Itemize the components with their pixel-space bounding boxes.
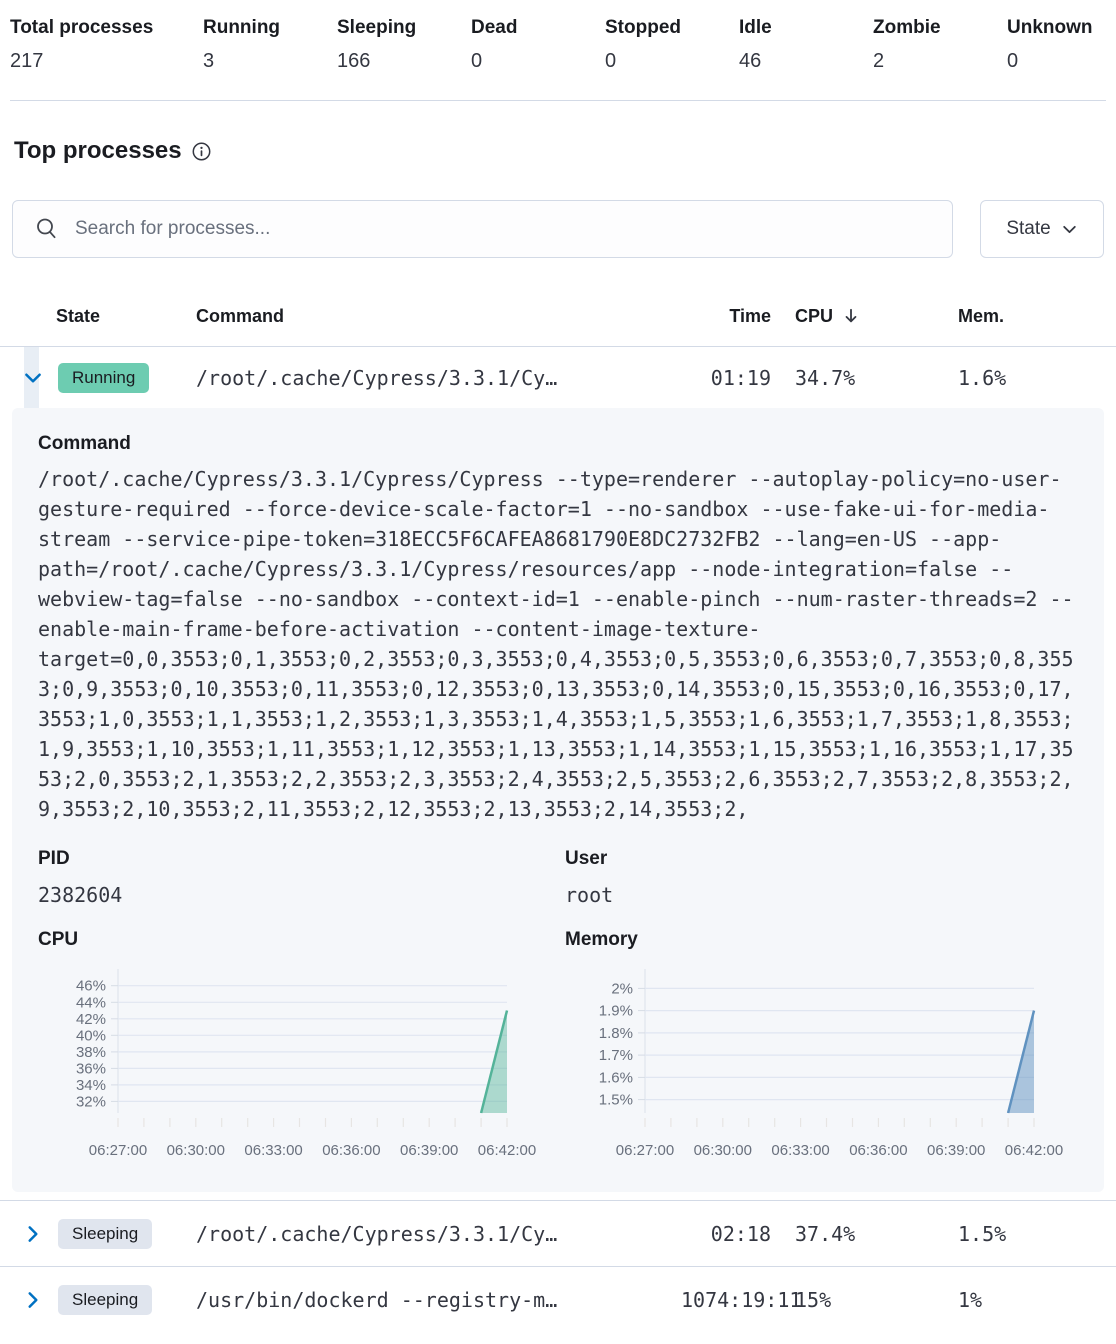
collapse-chevron-down-icon[interactable] [22,367,44,389]
column-header-command[interactable]: Command [196,305,285,326]
pid-label: PID [38,848,70,869]
svg-text:36%: 36% [75,1060,106,1078]
svg-text:42%: 42% [75,1010,106,1028]
svg-text:32%: 32% [75,1093,106,1111]
svg-text:06:33:00: 06:33:00 [771,1142,830,1159]
stat-label: Unknown [1007,17,1093,38]
pid-value: 2382604 [38,883,123,907]
stat-total-processes [10,16,203,73]
command-cell: /root/.cache/Cypress/3.3.1/Cy… [196,1221,558,1246]
process-row-1[interactable] [0,346,1116,408]
time-cell: 1074:19:11 [681,1287,802,1312]
cpu-usage-chart [38,967,578,1167]
chevron-down-icon [1061,221,1078,238]
svg-text:2%: 2% [611,980,633,998]
stat-value: 46 [739,50,762,72]
process-detail-panel [12,408,1104,1192]
svg-text:1.8%: 1.8% [598,1024,633,1042]
user-block [565,847,1077,907]
search-icon [35,217,59,241]
expand-chevron-right-icon[interactable] [22,1289,44,1311]
cpu-cell: 15% [795,1287,832,1312]
page-title: Top processes [14,137,182,164]
svg-text:06:27:00: 06:27:00 [615,1142,675,1159]
expand-chevron-right-icon[interactable] [22,1223,44,1245]
state-cell [56,363,196,393]
svg-text:06:30:00: 06:30:00 [693,1142,752,1159]
table-controls [12,200,1104,258]
mem-cell: 1.5% [958,1221,1007,1246]
stat-label: Sleeping [337,17,417,38]
process-meta [38,847,1077,907]
svg-text:06:42:00: 06:42:00 [477,1142,537,1159]
command-cell: /root/.cache/Cypress/3.3.1/Cy… [196,365,558,390]
stat-label: Idle [739,17,772,38]
stat-value: 166 [337,50,371,72]
command-cell: /usr/bin/dockerd --registry-m… [196,1287,558,1312]
svg-text:38%: 38% [75,1043,106,1061]
stat-running [203,16,337,73]
info-icon[interactable] [191,141,212,162]
process-summary-bar [0,0,1116,73]
svg-text:1.5%: 1.5% [598,1091,633,1109]
table-header-row [0,286,1116,346]
user-label: User [565,848,608,869]
svg-text:06:30:00: 06:30:00 [166,1142,225,1159]
sort-desc-icon [842,307,860,325]
stat-value: 0 [605,50,617,72]
column-header-mem[interactable]: Mem. [958,305,1005,326]
svg-text:06:33:00: 06:33:00 [244,1142,303,1159]
section-header [14,137,1116,165]
stat-value: 2 [873,50,885,72]
svg-text:40%: 40% [75,1027,106,1045]
svg-text:06:36:00: 06:36:00 [849,1142,908,1159]
memory-chart-title: Memory [565,929,638,950]
stat-label: Zombie [873,17,941,38]
stat-value: 0 [1007,50,1019,72]
mem-cell: 1.6% [958,365,1007,390]
state-filter-label: State [1006,218,1051,239]
column-header-cpu[interactable] [791,306,954,327]
status-badge: Running [58,363,149,393]
summary-divider [10,100,1106,101]
stat-sleeping [337,16,471,73]
stat-unknown [1007,16,1116,73]
stat-value: 3 [203,50,215,72]
stat-zombie [873,16,1007,73]
cpu-chart-title: CPU [38,929,79,950]
svg-text:06:39:00: 06:39:00 [400,1142,459,1159]
stat-stopped [605,16,739,73]
status-badge: Sleeping [58,1219,152,1249]
stat-label: Total processes [10,17,154,38]
stat-label: Stopped [605,17,681,38]
time-cell: 01:19 [710,365,771,390]
svg-text:1.6%: 1.6% [598,1069,633,1087]
row-expander-cell [12,1201,56,1266]
memory-chart-block [565,929,1105,1167]
svg-text:1.7%: 1.7% [598,1047,633,1065]
cpu-cell: 37.4% [795,1221,856,1246]
mem-cell: 1% [958,1287,983,1312]
stat-label: Dead [471,17,518,38]
stat-value: 217 [10,50,44,72]
command-section-label: Command [38,433,131,454]
process-charts [38,929,1077,1167]
svg-text:46%: 46% [75,977,106,995]
column-header-state[interactable]: State [56,305,101,326]
svg-text:06:39:00: 06:39:00 [927,1142,986,1159]
state-cell [56,1285,196,1315]
search-box[interactable] [12,200,953,258]
process-row-2[interactable] [0,1200,1116,1266]
svg-text:06:27:00: 06:27:00 [88,1142,148,1159]
status-badge: Sleeping [58,1285,152,1315]
search-input[interactable] [75,218,934,240]
time-cell: 02:18 [710,1221,771,1246]
stat-idle [739,16,873,73]
svg-text:44%: 44% [75,994,106,1012]
row-expander-cell [12,1267,56,1332]
user-value: root [565,883,614,907]
pid-block [38,847,565,907]
svg-text:34%: 34% [75,1076,106,1094]
cpu-chart-block [38,929,565,1167]
memory-usage-chart [565,967,1105,1167]
panel-gap [0,1192,1116,1200]
full-command-text: /root/.cache/Cypress/3.3.1/Cypress/Cypress --type=renderer --autoplay-policy=no-user-gesture-required --force-device-scale-factor=1 --no-sandbox --use-fake-ui-for-media-stream --service-pipe-token=318ECC5F6CAFEA8681790E8DC2732FB2 --lang=en-US --app-path=/root/.cache/Cypress/3.3.1/Cypress/resources/app --node-integration=false --webview-tag=false --no-sandbox --context-id=1 --enable-pinch --num-raster-threads=2 --enable-main-frame-before-activation --content-image-texture-target=0,0,3553;0,1,3553;0,2,3553;0,3,3553;0,4,3553;0,5,3553;0,6,3553;0,7,3553;0,8,3553;0,9,3553;0,10,3553;0,11,3553;0,12,3553;0,13,3553;0,14,3553;0,15,3553;0,16,3553;0,17,3553;1,0,3553;1,1,3553;1,2,3553;1,3,3553;1,4,3553;1,5,3553;1,6,3553;1,7,3553;1,8,3553;1,9,3553;1,10,3553;1,11,3553;1,12,3553;1,13,3553;1,14,3553;1,15,3553;1,16,3553;1,17,3553;2,0,3553;2,1,3553;2,2,3553;2,3,3553;2,4,3553;2,5,3553;2,6,3553;2,7,3553;2,8,3553;2,9,3553;2,10,3553;2,11,3553;2,12,3553;2,13,3553;2,14,3553;2, [38,467,1074,821]
svg-text:06:42:00: 06:42:00 [1004,1142,1064,1159]
cpu-cell: 34.7% [795,365,856,390]
column-header-time[interactable]: Time [729,305,771,326]
process-row-3[interactable] [0,1266,1116,1332]
stat-label: Running [203,17,281,38]
stat-value: 0 [471,50,483,72]
column-header-cpu-label: CPU [795,305,834,326]
row-expander-cell [12,347,56,408]
svg-text:1.9%: 1.9% [598,1002,633,1020]
state-cell [56,1219,196,1249]
state-filter-button[interactable] [980,200,1104,258]
stat-dead [471,16,605,73]
svg-text:06:36:00: 06:36:00 [322,1142,381,1159]
